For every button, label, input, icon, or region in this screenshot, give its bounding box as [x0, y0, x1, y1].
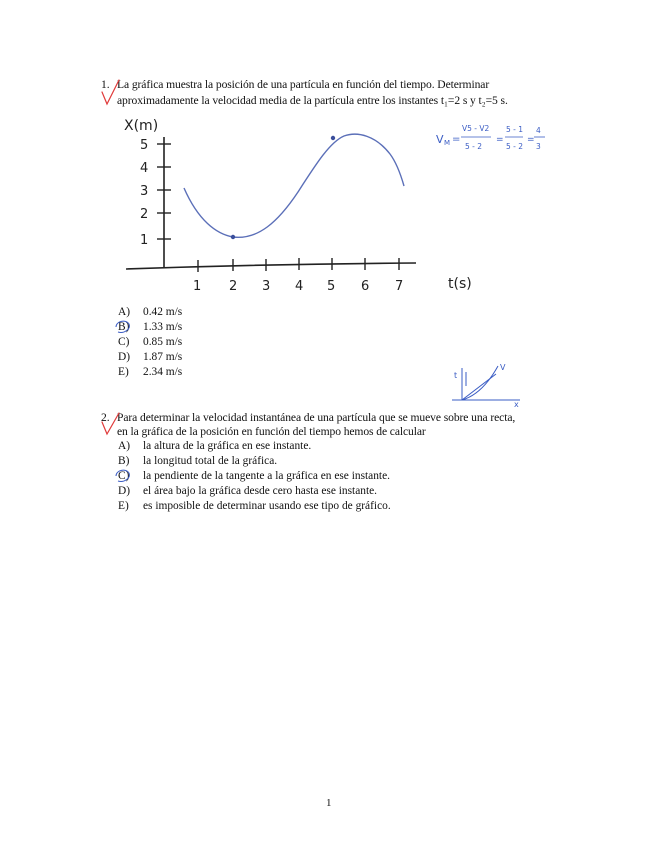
y-tick-4: 4	[140, 161, 149, 176]
q1-option-e[interactable]	[118, 365, 182, 380]
option-letter: B)	[118, 455, 130, 467]
option-letter: D)	[118, 351, 131, 363]
svg-text:=: =	[452, 134, 461, 145]
page-number: 1	[326, 797, 332, 809]
option-text: 0.85 m/s	[143, 336, 183, 348]
formula-den-3: 3	[536, 142, 541, 151]
handwritten-formula	[435, 118, 555, 154]
y-tick-1: 1	[140, 233, 149, 248]
question-1-number: 1.	[101, 78, 110, 91]
x-tick-1: 1	[193, 279, 202, 294]
position-curve	[184, 134, 404, 237]
question-2-number: 2.	[101, 411, 110, 424]
formula-num-1: V5 - V2	[462, 124, 490, 133]
y-tick-2: 2	[140, 207, 149, 222]
x-tick-6: 6	[361, 279, 370, 294]
option-letter: C)	[118, 470, 130, 482]
check-mark-icon	[100, 78, 122, 108]
q2-option-b[interactable]	[118, 454, 277, 469]
question-1-line-1: La gráfica muestra la posición de una partícula en función del tiempo. Determinar	[117, 78, 490, 91]
point-t5	[331, 136, 335, 140]
x-tick-4: 4	[295, 279, 304, 294]
x-tick-3: 3	[262, 279, 271, 294]
question-1-line-2: aproximadamente la velocidad media de la partícula entre los instantes t₁=2 s y t₂=5 s.	[117, 94, 508, 107]
answer-circle-icon	[112, 467, 134, 485]
y-tick-3: 3	[140, 184, 149, 199]
question-2-line-1: Para determinar la velocidad instantánea de una partícula que se mueve sobre una recta,	[117, 411, 516, 424]
q2-option-e[interactable]	[118, 499, 391, 514]
answer-circle-icon	[112, 318, 134, 336]
q1-option-c[interactable]	[118, 335, 182, 350]
svg-text:=: =	[496, 135, 504, 145]
option-letter: C)	[118, 336, 130, 348]
option-text: es imposible de determinar usando ese tipo de gráfico.	[143, 500, 391, 512]
x-tick-2: 2	[229, 279, 238, 294]
option-text: 1.33 m/s	[143, 321, 183, 333]
formula-den-2: 5 - 2	[506, 142, 524, 151]
question-2-line-2: en la gráfica de la posición en función del tiempo hemos de calcular	[117, 425, 426, 438]
graph-y-label: X(m)	[124, 118, 159, 134]
sketch-label-v: V	[500, 363, 506, 372]
option-letter: A)	[118, 440, 131, 452]
option-text: 2.34 m/s	[143, 366, 183, 378]
option-text: 0.42 m/s	[143, 306, 183, 318]
formula-num-3: 4	[536, 126, 541, 135]
q2-option-c[interactable]	[118, 469, 390, 484]
formula-vm-sub: M	[444, 139, 451, 147]
option-text: la pendiente de la tangente a la gráfica en ese instante.	[143, 470, 390, 482]
option-letter: E)	[118, 366, 129, 378]
formula-vm: V	[436, 133, 444, 146]
q2-option-d[interactable]	[118, 484, 377, 499]
formula-den-1: 5 - 2	[465, 142, 483, 151]
sketch-label-x: x	[514, 400, 519, 408]
option-text: el área bajo la gráfica desde cero hasta ese instante.	[143, 485, 378, 497]
svg-text:=: =	[527, 135, 535, 145]
point-t2	[231, 235, 235, 239]
option-letter: B)	[118, 321, 130, 333]
option-letter: A)	[118, 306, 131, 318]
graph-x-label: t(s)	[448, 276, 472, 292]
option-text: 1.87 m/s	[143, 351, 183, 363]
formula-num-2: 5 - 1	[506, 125, 524, 134]
option-text: la longitud total de la gráfica.	[143, 455, 278, 467]
option-letter: D)	[118, 485, 131, 497]
option-letter: E)	[118, 500, 129, 512]
option-text: la altura de la gráfica en ese instante.	[143, 440, 312, 452]
x-tick-7: 7	[395, 279, 404, 294]
q1-option-d[interactable]	[118, 350, 182, 365]
sketch-label-t: t	[454, 371, 458, 380]
tangent-sketch	[448, 360, 528, 408]
x-tick-5: 5	[327, 279, 336, 294]
check-mark-icon	[100, 410, 122, 438]
y-tick-5: 5	[140, 138, 149, 153]
q2-option-a[interactable]	[118, 439, 311, 454]
